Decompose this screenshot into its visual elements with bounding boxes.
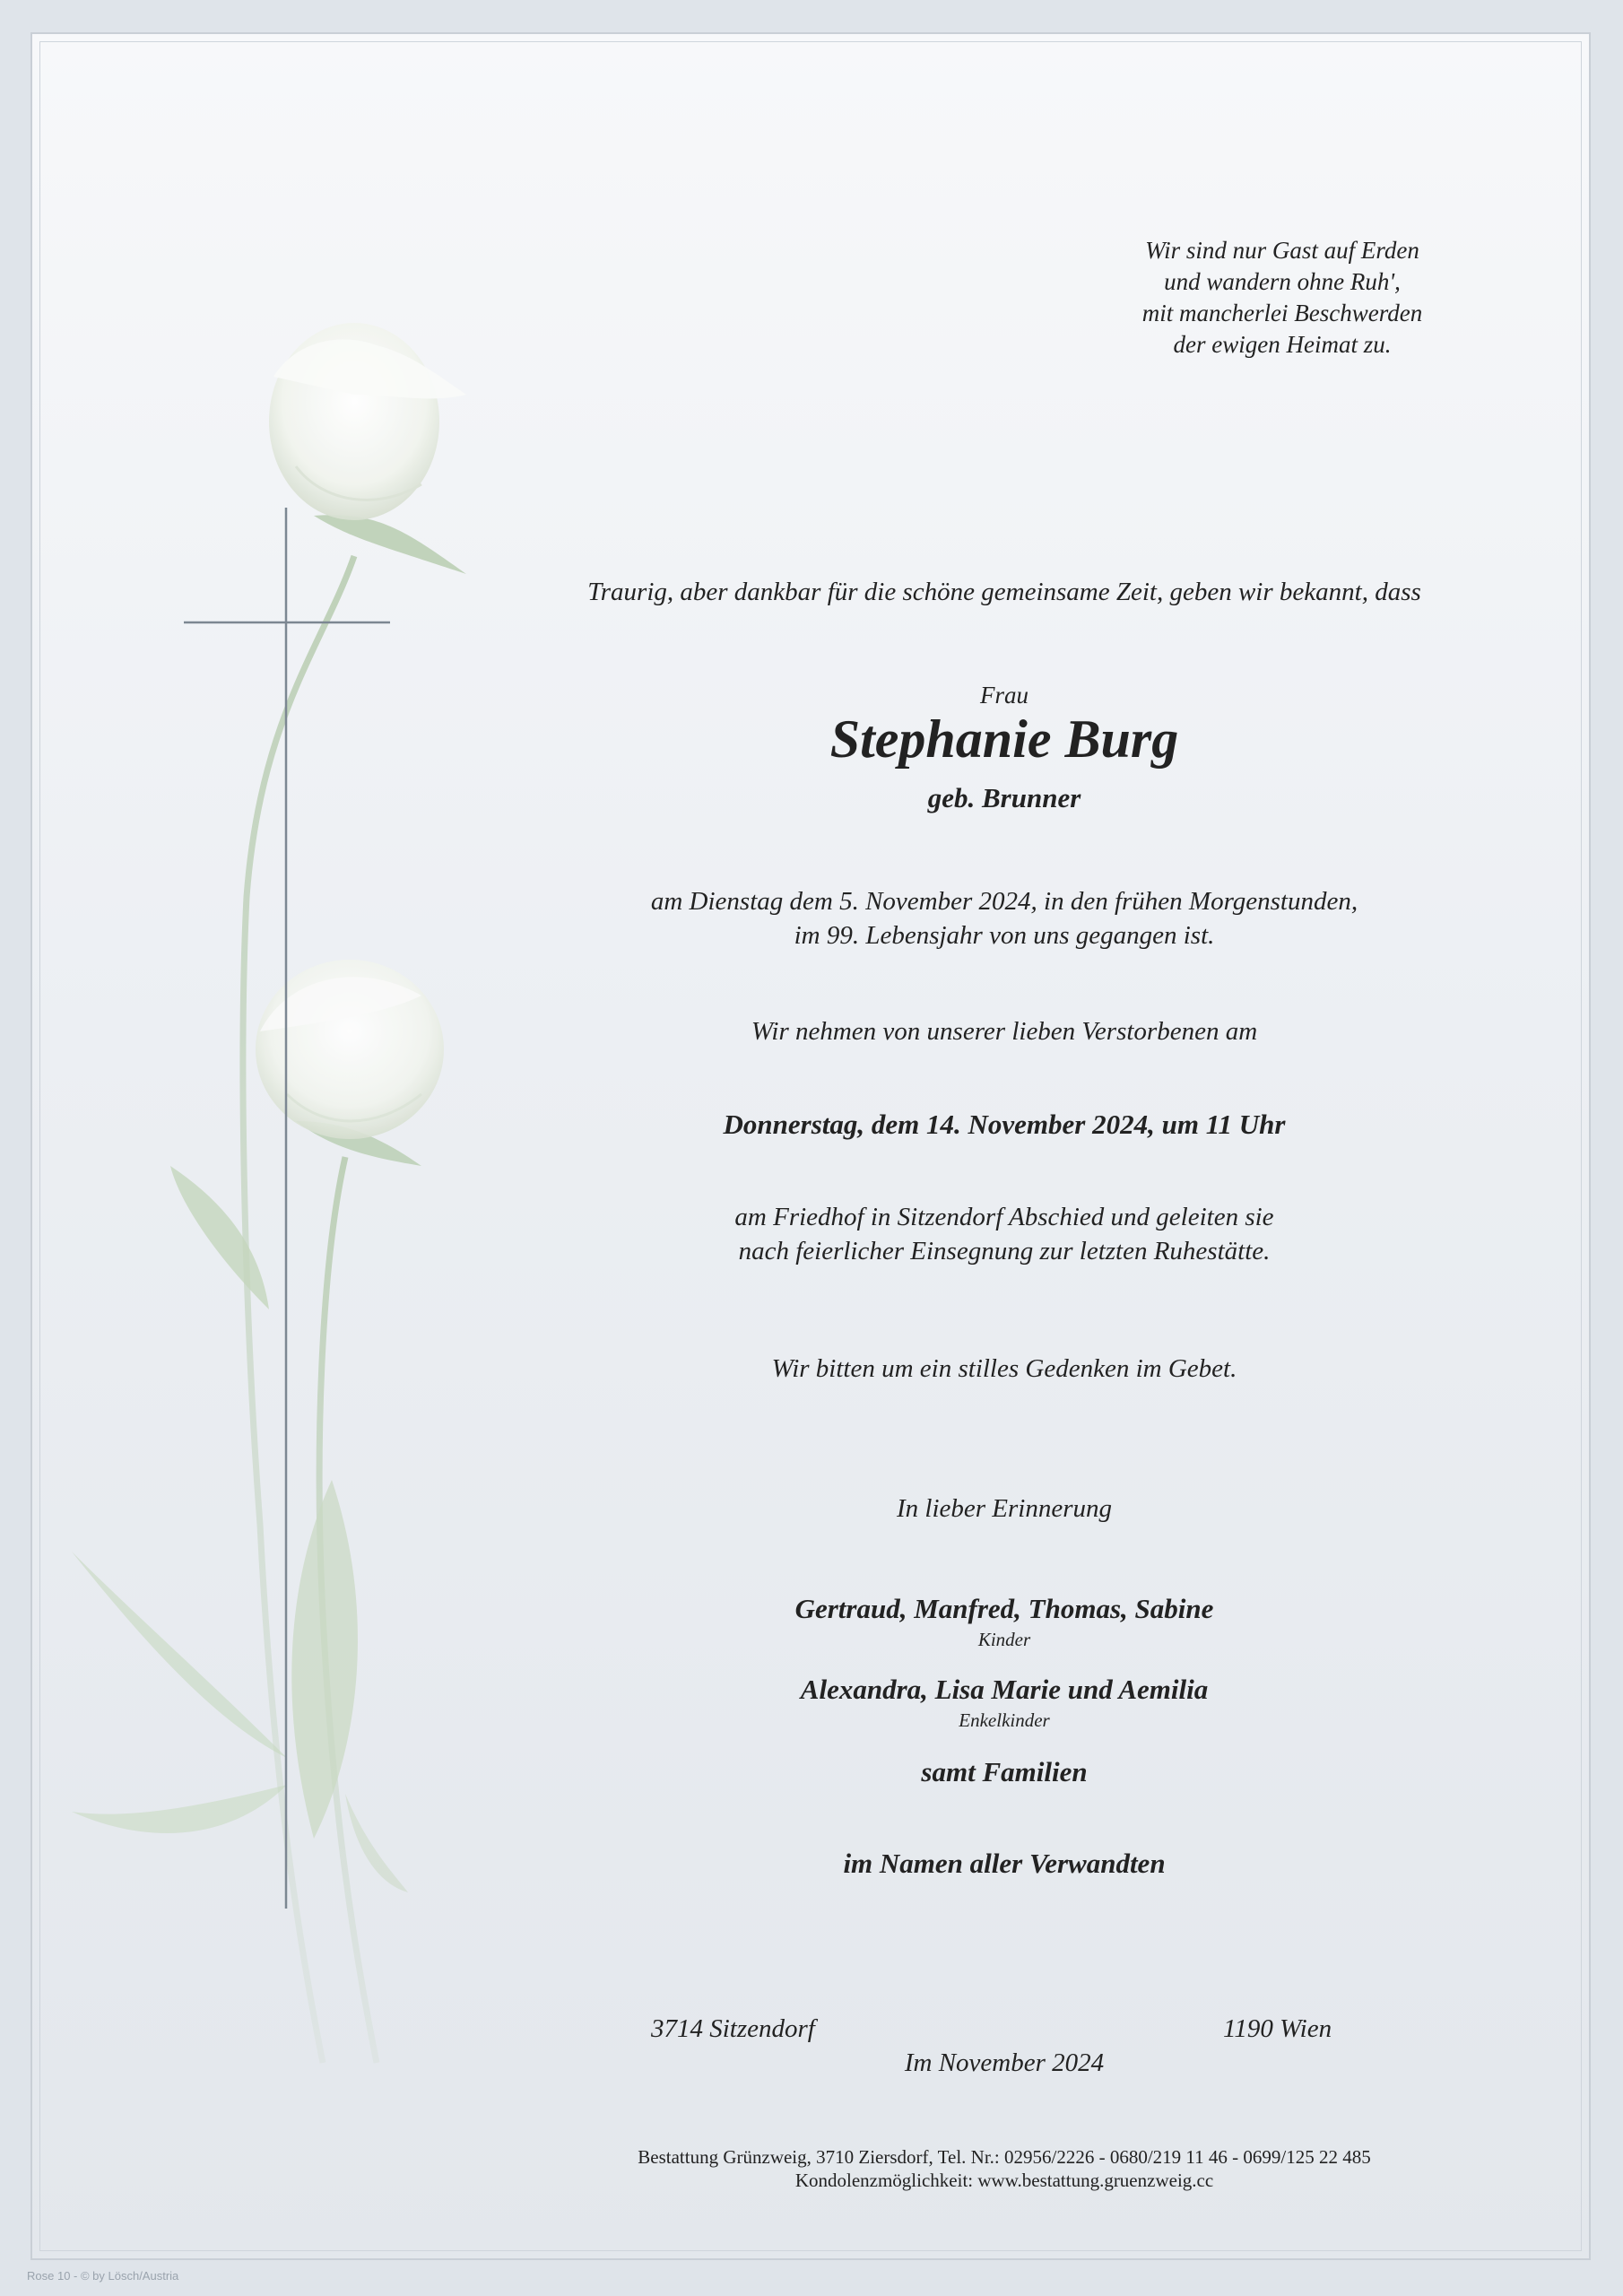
rose-upper — [269, 323, 466, 520]
date-line: Im November 2024 — [904, 2048, 1105, 2077]
death-line: im 99. Lebensjahr von uns gegangen ist. — [794, 921, 1215, 950]
poem — [1058, 235, 1506, 361]
title-label: Frau — [980, 682, 1028, 709]
rose-stem-upper — [243, 556, 354, 2063]
leaf-4 — [72, 1785, 287, 1833]
mourners-children: Gertraud, Manfred, Thomas, Sabine — [794, 1593, 1214, 1624]
farewell-intro: Wir nehmen von unserer lieben Verstorbenen am — [751, 1017, 1258, 1046]
funeral-home-footer — [502, 2145, 1506, 2192]
place-left: 3714 Sitzendorf — [651, 2014, 815, 2043]
announcement-intro: Traurig, aber dankbar für die schöne gemeinsame Zeit, geben wir bekannt, dass — [587, 578, 1421, 606]
poem-line: mit mancherlei Beschwerden — [1141, 300, 1423, 326]
footer-condolence: Kondolenzmöglichkeit: www.bestattung.gruenzweig.cc — [794, 2170, 1214, 2191]
leaf-1 — [170, 1166, 269, 1309]
poem-line: der ewigen Heimat zu. — [1173, 331, 1392, 358]
cemetery-notice — [574, 1200, 1435, 1268]
death-notice — [538, 884, 1471, 952]
place-right: 1190 Wien — [1223, 2014, 1332, 2043]
funeral-date: Donnerstag, dem 14. November 2024, um 11 Uhr — [723, 1109, 1286, 1140]
mourners-grandchildren-role: Enkelkinder — [959, 1709, 1050, 1731]
cemetery-line: am Friedhof in Sitzendorf Abschied und geleiten sie — [734, 1203, 1274, 1231]
rose-lower — [256, 960, 444, 1139]
poem-line: und wandern ohne Ruh', — [1164, 268, 1401, 295]
maiden-name: geb. Brunner — [927, 782, 1081, 813]
prayer-request: Wir bitten um ein stilles Gedenken im Gebet. — [771, 1354, 1237, 1383]
leaf-2 — [291, 1480, 358, 1839]
relatives-line: im Namen aller Verwandten — [843, 1848, 1166, 1879]
cemetery-line: nach feierlicher Einsegnung zur letzten Ruhestätte. — [738, 1237, 1271, 1265]
leaf-5 — [345, 1794, 408, 1892]
families-line: samt Familien — [921, 1756, 1088, 1787]
mourners-children-role: Kinder — [977, 1629, 1031, 1650]
footer-contact: Bestattung Grünzweig, 3710 Ziersdorf, Tel. Nr.: 02956/2226 - 0680/219 11 46 - 0699/125 22 485 — [638, 2146, 1371, 2168]
memory-heading: In lieber Erinnerung — [896, 1494, 1112, 1523]
poem-line: Wir sind nur Gast auf Erden — [1145, 237, 1419, 264]
mourners-grandchildren: Alexandra, Lisa Marie und Aemilia — [800, 1674, 1209, 1705]
leaf-3 — [72, 1552, 287, 1758]
death-line: am Dienstag dem 5. November 2024, in den frühen Morgenstunden, — [650, 887, 1358, 916]
sepal-upper — [314, 515, 466, 574]
deceased-name: Stephanie Burg — [829, 709, 1179, 769]
image-credit: Rose 10 - © by Lösch/Austria — [27, 2269, 179, 2283]
